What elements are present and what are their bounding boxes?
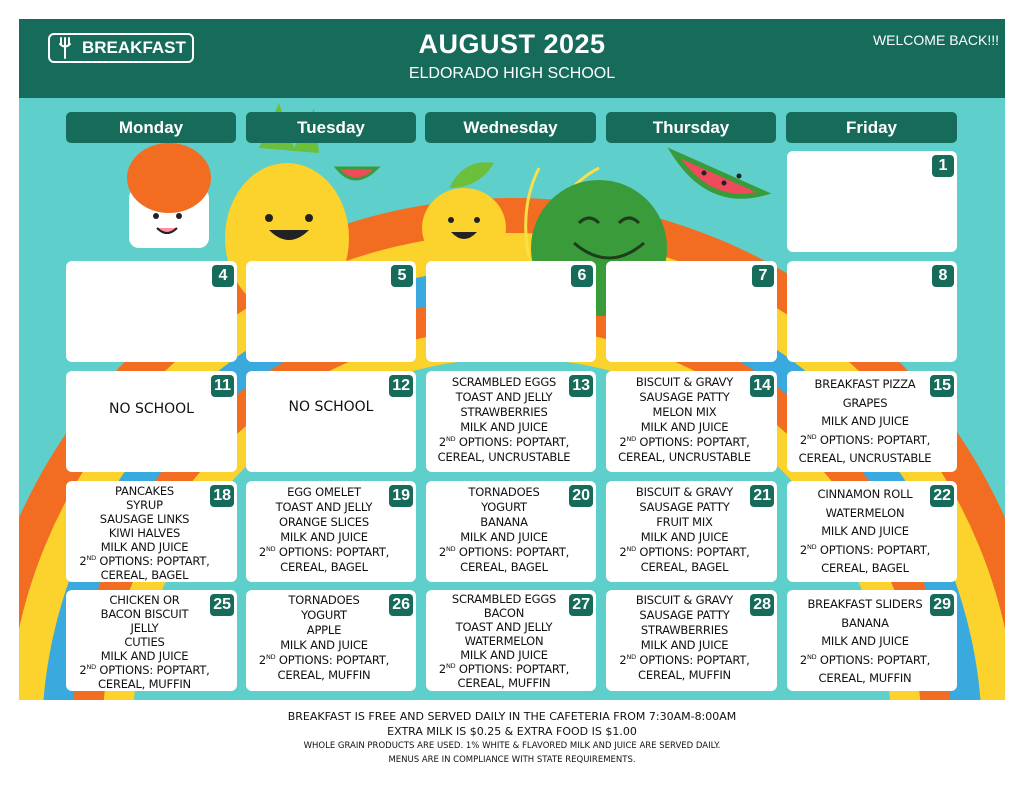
day-cell-aug-20	[426, 481, 596, 582]
menu-item: JELLY	[130, 621, 159, 635]
day-header-monday: Monday	[66, 112, 236, 143]
second-options: 2ND OPTIONS: POPTART,	[79, 663, 210, 677]
second-options: 2ND OPTIONS: POPTART,	[258, 653, 390, 667]
menu-item: MILK AND JUICE	[460, 648, 548, 662]
no-school-note: NO SCHOOL	[288, 399, 374, 415]
day-header-friday: Friday	[786, 112, 957, 143]
second-options: 2ND OPTIONS: POPTART,	[619, 653, 750, 667]
date-badge: 19	[389, 485, 413, 507]
second-options-cont: CEREAL, MUFFIN	[98, 677, 191, 691]
second-options: 2ND OPTIONS: POPTART,	[438, 662, 570, 676]
menu-item: BANANA	[480, 515, 528, 529]
day-cell-aug-13	[426, 371, 596, 472]
second-options: 2ND OPTIONS: POPTART,	[438, 435, 570, 449]
menu-item: MILK AND JUICE	[821, 414, 909, 428]
menu-item: TORNADOES	[468, 485, 540, 499]
menu-item: MILK AND JUICE	[821, 524, 909, 538]
footer-extra-pricing: EXTRA MILK IS $0.25 & EXTRA FOOD IS $1.00	[387, 725, 637, 738]
menu-item: BREAKFAST SLIDERS	[807, 597, 923, 611]
day-cell-aug-28	[606, 590, 777, 691]
date-badge: 27	[569, 594, 593, 616]
menu-item: BISCUIT & GRAVY	[635, 375, 734, 389]
day-header-wednesday: Wednesday	[425, 112, 596, 143]
school-name: ELDORADO HIGH SCHOOL	[408, 65, 616, 82]
second-options-cont: CEREAL, BAGEL	[460, 560, 548, 574]
date-badge: 15	[930, 375, 954, 397]
menu-item: STRAWBERRIES	[460, 405, 548, 419]
date-badge: 8	[932, 265, 954, 287]
menu-item: MILK AND JUICE	[821, 634, 909, 648]
date-badge: 13	[569, 375, 593, 397]
second-options-cont: CEREAL, UNCRUSTABLE	[618, 450, 751, 464]
menu-item: BISCUIT & GRAVY	[635, 485, 734, 499]
menu-item: CUTIES	[124, 635, 165, 649]
second-options-cont: CEREAL, MUFFIN	[277, 668, 371, 682]
date-badge: 21	[750, 485, 774, 507]
menu-list	[426, 485, 582, 575]
menu-item: MILK AND JUICE	[100, 649, 189, 663]
day-cell-aug-8	[787, 261, 957, 362]
day-cell-aug-27	[426, 590, 596, 691]
menu-item: CHICKEN OR	[109, 593, 180, 607]
day-cell-aug-15	[787, 371, 957, 472]
welcome-message: WELCOME BACK!!!	[872, 32, 999, 48]
day-cell-aug-26	[246, 590, 416, 691]
second-options-cont: CEREAL, UNCRUSTABLE	[437, 450, 571, 464]
menu-item: MELON MIX	[652, 405, 717, 419]
menu-item: TOAST AND JELLY	[455, 620, 553, 634]
menu-item: ORANGE SLICES	[279, 515, 369, 529]
day-cell-aug-6	[426, 261, 596, 362]
second-options: 2ND OPTIONS: POPTART,	[799, 432, 931, 447]
day-cell-aug-22	[787, 481, 957, 582]
date-badge: 4	[212, 265, 234, 287]
menu-list	[66, 593, 223, 691]
second-options: 2ND OPTIONS: POPTART,	[619, 545, 750, 559]
day-cell-aug-11	[66, 371, 237, 472]
menu-list	[606, 375, 763, 465]
menu-item: EGG OMELET	[287, 485, 361, 499]
date-badge: 18	[210, 485, 234, 507]
menu-item: KIWI HALVES	[108, 526, 181, 540]
menu-item: TOAST AND JELLY	[455, 390, 553, 404]
footer-nutrition-note: WHOLE GRAIN PRODUCTS ARE USED. 1% WHITE & FLAVORED MILK AND JUICE ARE SERVED DAILY.	[303, 741, 721, 751]
menu-item: BANANA	[841, 615, 889, 630]
footer-breakfast-info: BREAKFAST IS FREE AND SERVED DAILY IN THE CAFETERIA FROM 7:30AM-8:00AM	[287, 710, 737, 723]
date-badge: 7	[752, 265, 774, 287]
menu-item: GRAPES	[842, 395, 888, 410]
menu-item: MILK AND JUICE	[100, 540, 189, 554]
date-badge: 5	[391, 265, 413, 287]
second-options: 2ND OPTIONS: POPTART,	[799, 542, 931, 557]
day-cell-aug-21	[606, 481, 777, 582]
menu-item: CINNAMON ROLL	[817, 487, 913, 501]
menu-item: MILK AND JUICE	[460, 420, 548, 434]
menu-item: MILK AND JUICE	[280, 638, 368, 652]
menu-list	[787, 595, 943, 688]
date-badge: 29	[930, 594, 954, 616]
menu-list	[426, 592, 582, 690]
menu-list	[787, 375, 943, 468]
menu-item: BACON	[483, 606, 525, 620]
second-options: 2ND OPTIONS: POPTART,	[79, 554, 210, 568]
menu-item: BISCUIT & GRAVY	[635, 593, 734, 607]
menu-item: SCRAMBLED EGGS	[451, 592, 557, 606]
second-options: 2ND OPTIONS: POPTART,	[619, 435, 750, 449]
no-school-note: NO SCHOOL	[109, 401, 194, 417]
menu-list	[66, 484, 223, 582]
second-options-cont: CEREAL, BAGEL	[280, 560, 368, 574]
date-badge: 22	[930, 485, 954, 507]
day-cell-aug-5	[246, 261, 416, 362]
header-banner	[19, 19, 1005, 98]
second-options-cont: CEREAL, BAGEL	[640, 560, 729, 574]
menu-item: SCRAMBLED EGGS	[451, 375, 557, 389]
day-header-tuesday: Tuesday	[246, 112, 416, 143]
menu-item: MILK AND JUICE	[460, 530, 548, 544]
day-cell-aug-18	[66, 481, 237, 582]
menu-item: PANCAKES	[114, 484, 175, 498]
day-cell-aug-1	[787, 151, 957, 252]
menu-item: WATERMELON	[464, 634, 544, 648]
day-cell-aug-12	[246, 371, 416, 472]
page-title: AUGUST 2025	[418, 29, 606, 59]
second-options: 2ND OPTIONS: POPTART,	[799, 652, 931, 667]
menu-item: APPLE	[306, 623, 342, 637]
menu-list	[606, 593, 763, 683]
date-badge: 12	[389, 375, 413, 397]
date-badge: 11	[211, 375, 234, 397]
menu-item: TOAST AND JELLY	[275, 500, 373, 514]
day-cell-aug-14	[606, 371, 777, 472]
date-badge: 14	[750, 375, 774, 397]
day-cell-aug-4	[66, 261, 237, 362]
menu-list	[246, 485, 402, 575]
menu-item: SAUSAGE LINKS	[99, 512, 190, 526]
menu-item: SAUSAGE PATTY	[639, 608, 730, 622]
day-header-thursday: Thursday	[606, 112, 776, 143]
day-cell-aug-25	[66, 590, 237, 691]
menu-item: YOGURT	[301, 608, 347, 622]
menu-list	[606, 485, 763, 575]
menu-item: FRUIT MIX	[656, 515, 713, 529]
day-cell-aug-29	[787, 590, 957, 691]
smiling-lemon	[422, 162, 506, 268]
date-badge: 26	[389, 594, 413, 616]
menu-item: SAUSAGE PATTY	[639, 390, 730, 404]
second-options: 2ND OPTIONS: POPTART,	[438, 545, 570, 559]
menu-item: WATERMELON	[825, 505, 905, 520]
menu-item: TORNADOES	[288, 593, 360, 607]
watermelon-slice-large	[674, 153, 764, 196]
menu-list	[787, 485, 943, 578]
menu-item: STRAWBERRIES	[640, 623, 729, 637]
menu-item: MILK AND JUICE	[280, 530, 368, 544]
date-badge: 6	[571, 265, 593, 287]
menu-item: MILK AND JUICE	[640, 420, 729, 434]
second-options-cont: CEREAL, UNCRUSTABLE	[798, 451, 932, 465]
second-options-cont: CEREAL, BAGEL	[821, 561, 909, 575]
day-cell-aug-19	[246, 481, 416, 582]
second-options: 2ND OPTIONS: POPTART,	[258, 545, 390, 559]
day-cell-aug-7	[606, 261, 777, 362]
date-badge: 20	[569, 485, 593, 507]
second-options-cont: CEREAL, MUFFIN	[818, 671, 912, 685]
date-badge: 25	[210, 594, 234, 616]
second-options-cont: CEREAL, MUFFIN	[457, 676, 551, 690]
menu-item: MILK AND JUICE	[640, 638, 729, 652]
second-options-cont: CEREAL, BAGEL	[100, 568, 189, 582]
menu-item: YOGURT	[481, 500, 527, 514]
watermelon-slice	[337, 168, 377, 179]
menu-list	[426, 375, 582, 465]
date-badge: 1	[932, 155, 954, 177]
menu-item: SYRUP	[126, 498, 163, 512]
menu-item: BACON BISCUIT	[100, 607, 189, 621]
second-options-cont: CEREAL, MUFFIN	[638, 668, 731, 682]
menu-list	[246, 593, 402, 683]
logo-text: BREAKFAST	[82, 38, 186, 57]
date-badge: 28	[750, 594, 774, 616]
smiling-muffin	[127, 143, 211, 248]
menu-item: SAUSAGE PATTY	[639, 500, 730, 514]
menu-item: BREAKFAST PIZZA	[814, 377, 916, 391]
footer-compliance-note: MENUS ARE IN COMPLIANCE WITH STATE REQUIREMENTS.	[388, 755, 636, 765]
menu-item: MILK AND JUICE	[640, 530, 729, 544]
